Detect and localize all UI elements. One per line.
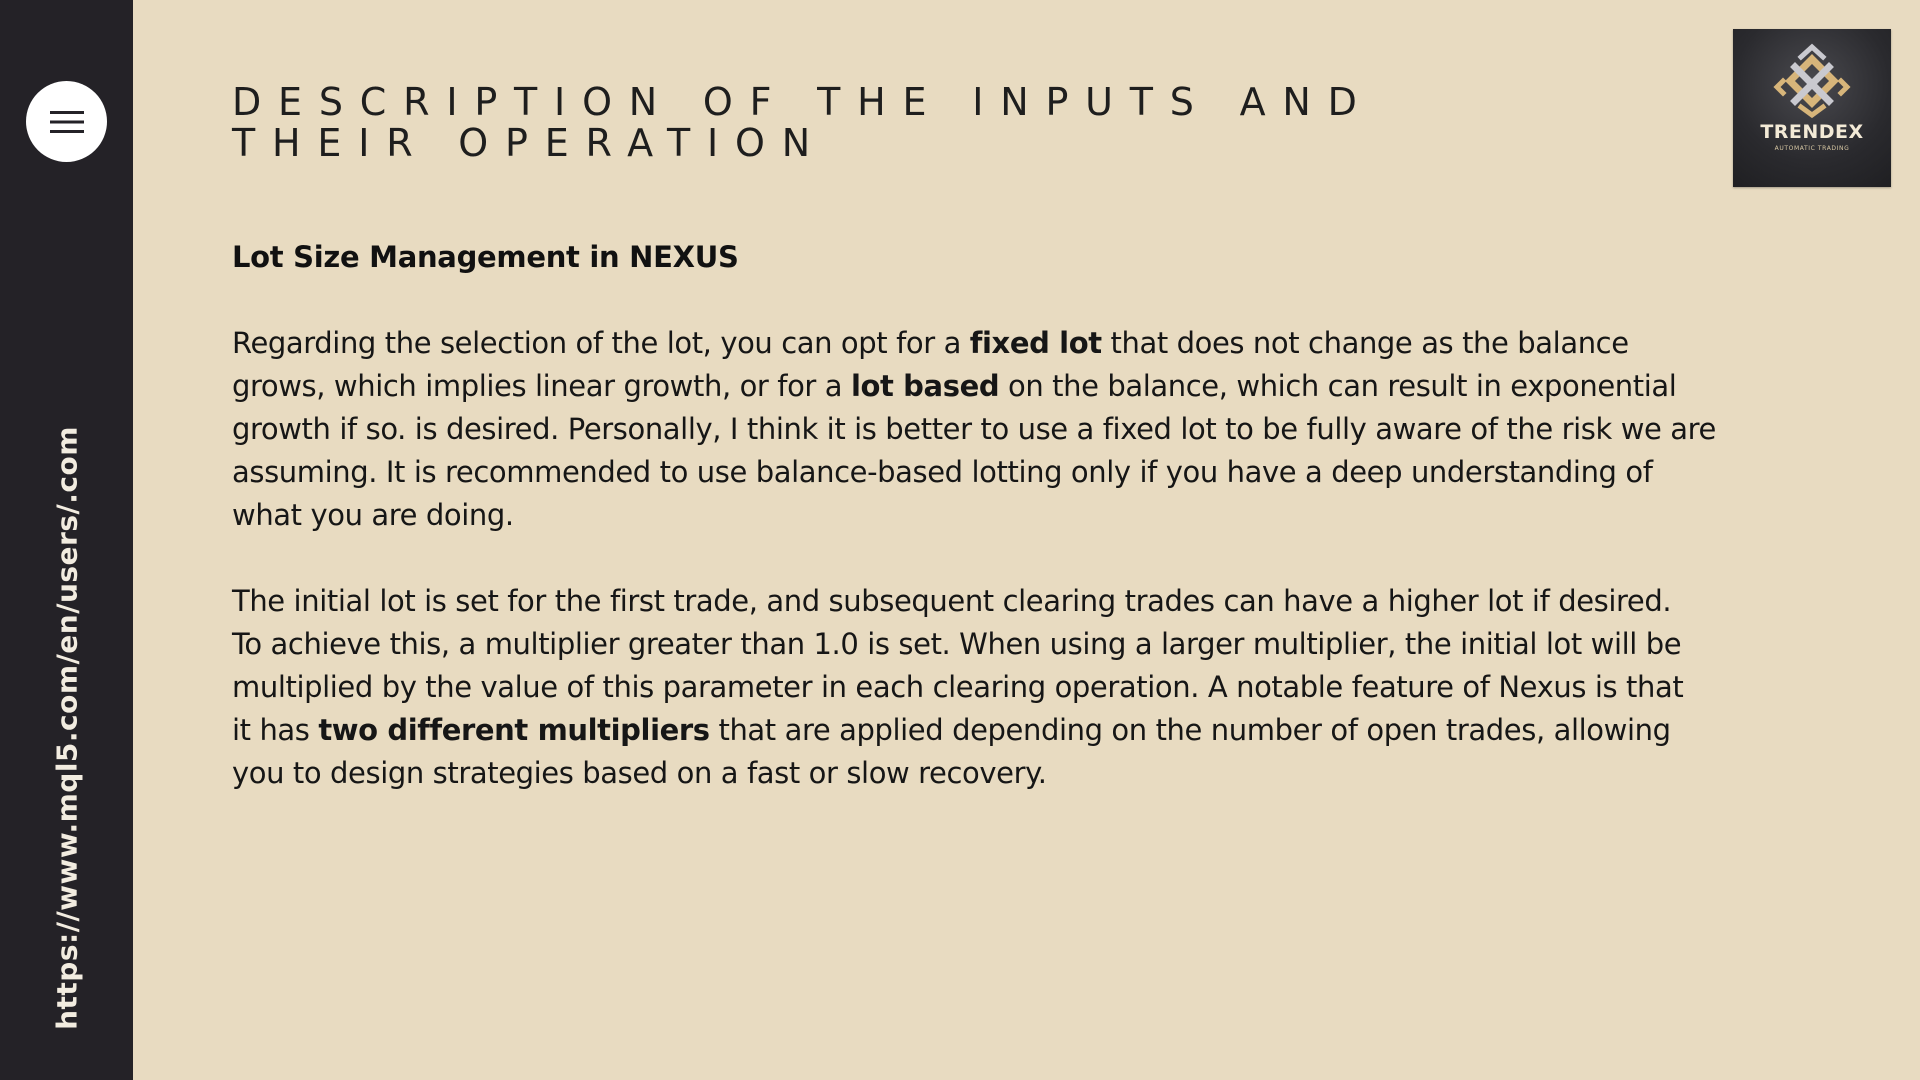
paragraph-line xyxy=(232,709,1842,752)
trendex-emblem-icon xyxy=(1733,29,1891,187)
page-title-line-1: DESCRIPTION OF THE INPUTS AND xyxy=(232,80,1374,124)
paragraph-line: To achieve this, a multiplier greater than 1.0 is set. When using a larger multiplier, the initial lot will be xyxy=(232,627,1682,661)
trendex-logo xyxy=(1733,29,1891,187)
paragraph-multipliers xyxy=(232,580,1842,795)
paragraph-line xyxy=(232,322,1842,365)
paragraph-line: multiplied by the value of this parameter in each clearing operation. A notable feature of Nexus is that xyxy=(232,670,1684,704)
bold-term-two-multipliers: two different multipliers xyxy=(318,713,710,747)
text-run: that are applied depending on the number of open trades, allowing xyxy=(709,713,1671,747)
paragraph-line: what you are doing. xyxy=(232,498,514,532)
section-heading: Lot Size Management in NEXUS xyxy=(232,240,739,274)
logo-tagline: AUTOMATIC TRADING xyxy=(1774,145,1850,152)
text-run: it has xyxy=(232,713,319,747)
logo-name: TRENDEX xyxy=(1760,121,1864,143)
text-run: Regarding the selection of the lot, you can opt for a xyxy=(232,326,970,360)
menu-button[interactable] xyxy=(26,81,107,162)
text-run: grows, which implies linear growth, or for a xyxy=(232,369,851,403)
hamburger-menu-icon xyxy=(50,110,84,134)
paragraph-line xyxy=(232,365,1842,408)
text-run: on the balance, which can result in exponential xyxy=(999,369,1677,403)
paragraph-line: The initial lot is set for the first trade, and subsequent clearing trades can have a higher lot if desired. xyxy=(232,584,1672,618)
paragraph-line: assuming. It is recommended to use balance-based lotting only if you have a deep understanding of xyxy=(232,455,1653,489)
bold-term-lot-based: lot based xyxy=(850,369,1000,403)
page-title xyxy=(232,82,1374,164)
sidebar-url-link[interactable]: https://www.mql5.com/en/users/.com xyxy=(50,426,84,1030)
paragraph-lot-selection xyxy=(232,322,1842,537)
sidebar xyxy=(0,0,133,1080)
page-title-line-2: THEIR OPERATION xyxy=(232,121,827,165)
bold-term-fixed-lot: fixed lot xyxy=(969,326,1102,360)
paragraph-line: you to design strategies based on a fast or slow recovery. xyxy=(232,756,1047,790)
paragraph-line: growth if so. is desired. Personally, I think it is better to use a fixed lot to be fully aware of the risk we are xyxy=(232,412,1716,446)
text-run: that does not change as the balance xyxy=(1101,326,1629,360)
